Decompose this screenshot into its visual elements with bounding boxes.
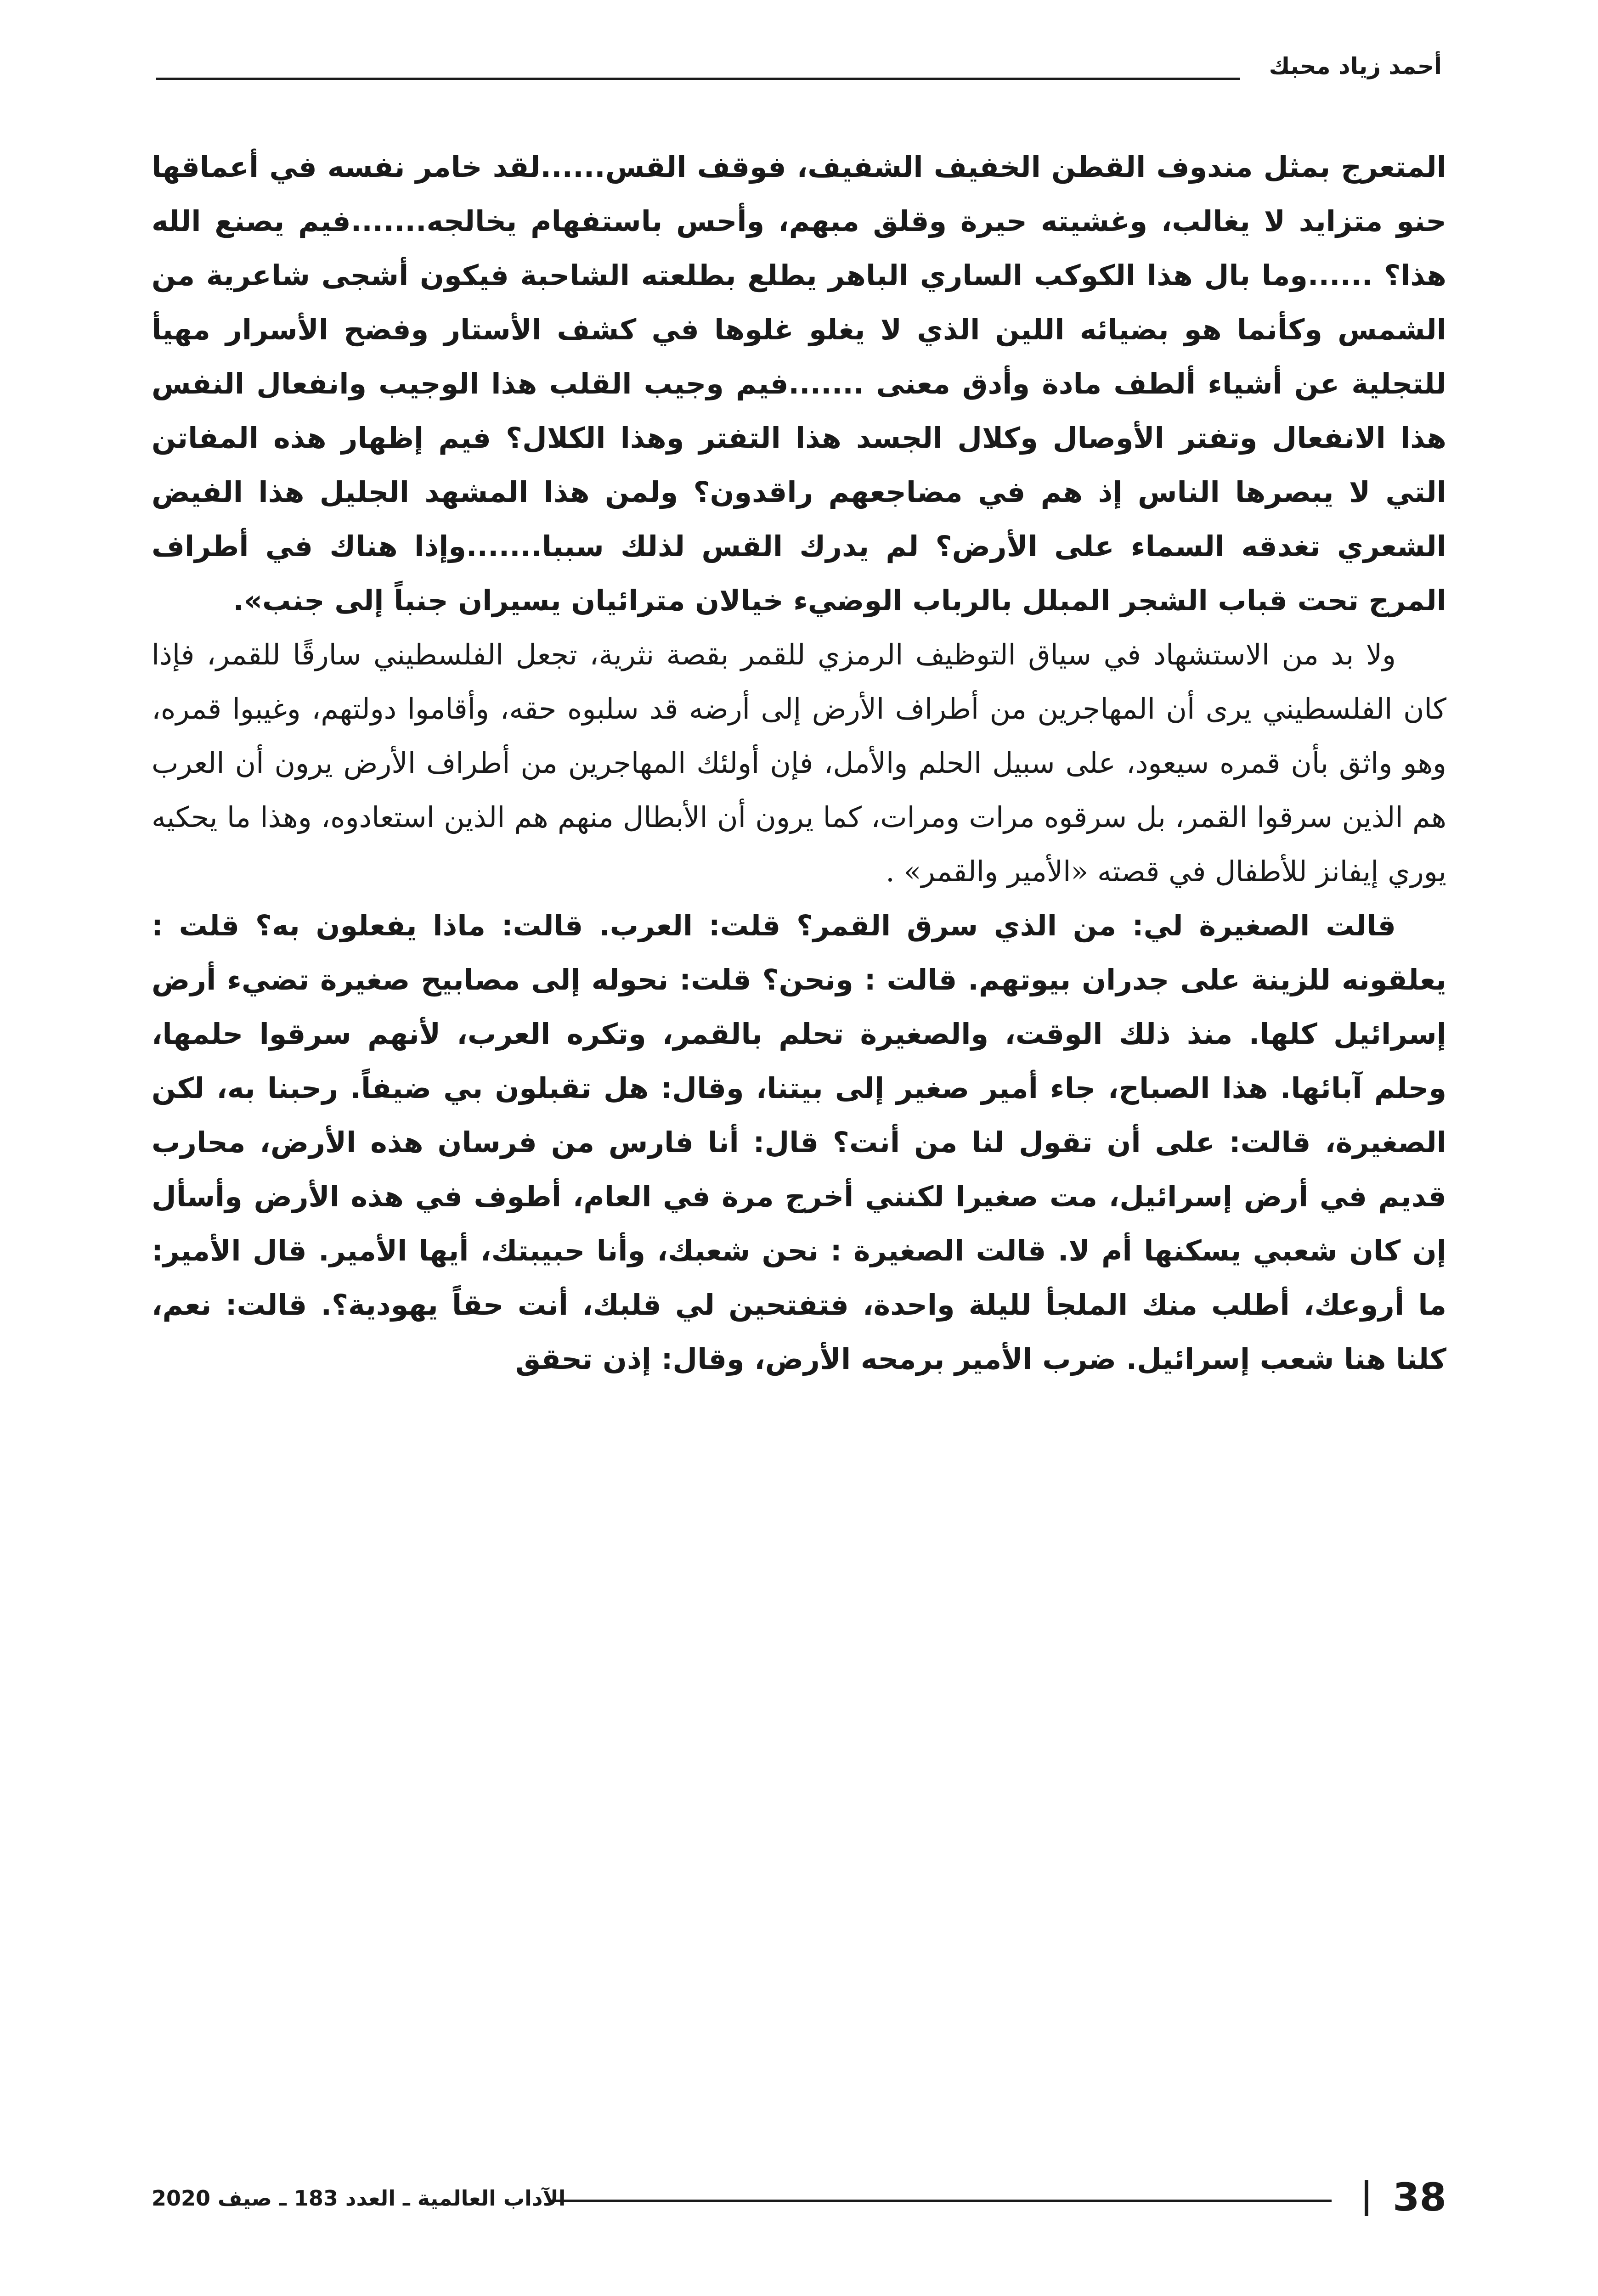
page-body [152, 140, 1446, 1386]
paragraph-prince-and-moon-story: قالت الصغيرة لي: من الذي سرق القمر؟ قلت: العرب. قالت: ماذا يفعلون به؟ قلت : يعلقونه للزينة على جدران بيوتهم. قالت : ونحن؟ قلت: نحوله إلى مصابيح صغيرة تضيء أرض إسرائيل كلها. منذ ذلك الوقت، والصغيرة تحلم بالقمر، وتكره العرب، لأنهم سرقوا حلمها، وحلم آبائها. هذا الصباح، جاء أمير صغير إلى بيتنا، وقال: هل تقبلون بي ضيفاً. رحبنا به، لكن الصغيرة، قالت: على أن تقول لنا من أنت؟ قال: أنا فارس من فرسان هذه الأرض، محارب قديم في أرض إسرائيل، مت صغيرا لكنني أخرج مرة في العام، أطوف في هذه الأرض وأسأل إن كان شعبي يسكنها أم لا. قالت الصغيرة : نحن شعبك، وأنا حبيبتك، أيها الأمير. قال الأمير: ما أروعك، أطلب منك الملجأ لليلة واحدة، فتفتحين لي قلبك، أنت حقاً يهودية؟. قالت: نعم، كلنا هنا شعب إسرائيل. ضرب الأمير برمحه الأرض، وقال: إذن تحقق [152, 909, 1446, 1376]
paragraph-quoted-story-end: المتعرج بمثل مندوف القطن الخفيف الشفيف، فوقف القس......لقد خامر نفسه في أعماقها حنو متزايد لا يغالب، وغشيته حيرة وقلق مبهم، وأحس باستفهام يخالجه.......فيم يصنع الله هذا؟ ......وما بال هذا الكوكب الساري الباهر يطلع بطلعته الشاحبة فيكون أشجى شاعرية من الشمس وكأنما هو بضيائه اللين الذي لا يغلو غلوها في كشف الأستار وفضح الأسرار مهيأ للتجلية عن أشياء ألطف مادة وأدق معنى .......فيم وجيب القلب هذا الوجيب وانفعال النفس هذا الانفعال وتفتر الأوصال وكلال الجسد هذا التفتر وهذا الكلال؟ فيم إظهار هذه المفاتن التي لا يبصرها الناس إذ هم في مضاجعهم راقدون؟ ولمن هذا المشهد الجليل هذا الفيض الشعري تغدقه السماء على الأرض؟ لم يدرك القس لذلك سببا.......وإذا هناك في أطراف المرج تحت قباب الشجر المبلل بالرباب الوضيء خيالان مترائيان يسيران جنباً إلى جنب». [152, 150, 1446, 617]
footer-journal-issue: الآداب العالمية ـ العدد 183 ـ صيف 2020 [152, 2186, 566, 2211]
running-footer [152, 2172, 1446, 2227]
running-header [156, 44, 1442, 85]
header-author-name: أحمد زياد محبك [1269, 53, 1442, 79]
footer-rule [551, 2200, 1332, 2202]
page-number: 38 [1393, 2175, 1446, 2220]
footer-separator-bar [1365, 2180, 1368, 2216]
paragraph-moon-symbolism: ولا بد من الاستشهاد في سياق التوظيف الرمزي للقمر بقصة نثرية، تجعل الفلسطيني سارقًا للقمر، فإذا كان الفلسطيني يرى أن المهاجرين من أطراف الأرض إلى أرضه قد سلبوه حقه، وأقاموا دولتهم، وغيبوا قمره، وهو واثق بأن قمره سيعود، على سبيل الحلم والأمل، فإن أولئك المهاجرين من أطراف الأرض يرون أن العرب هم الذين سرقوا القمر، بل سرقوه مرات ومرات، كما يرون أن الأبطال منهم هم الذين استعادوه، وهذا ما يحكيه يوري إيفانز للأطفال في قصته «الأمير والقمر» . [152, 638, 1446, 888]
header-rule [156, 78, 1240, 80]
